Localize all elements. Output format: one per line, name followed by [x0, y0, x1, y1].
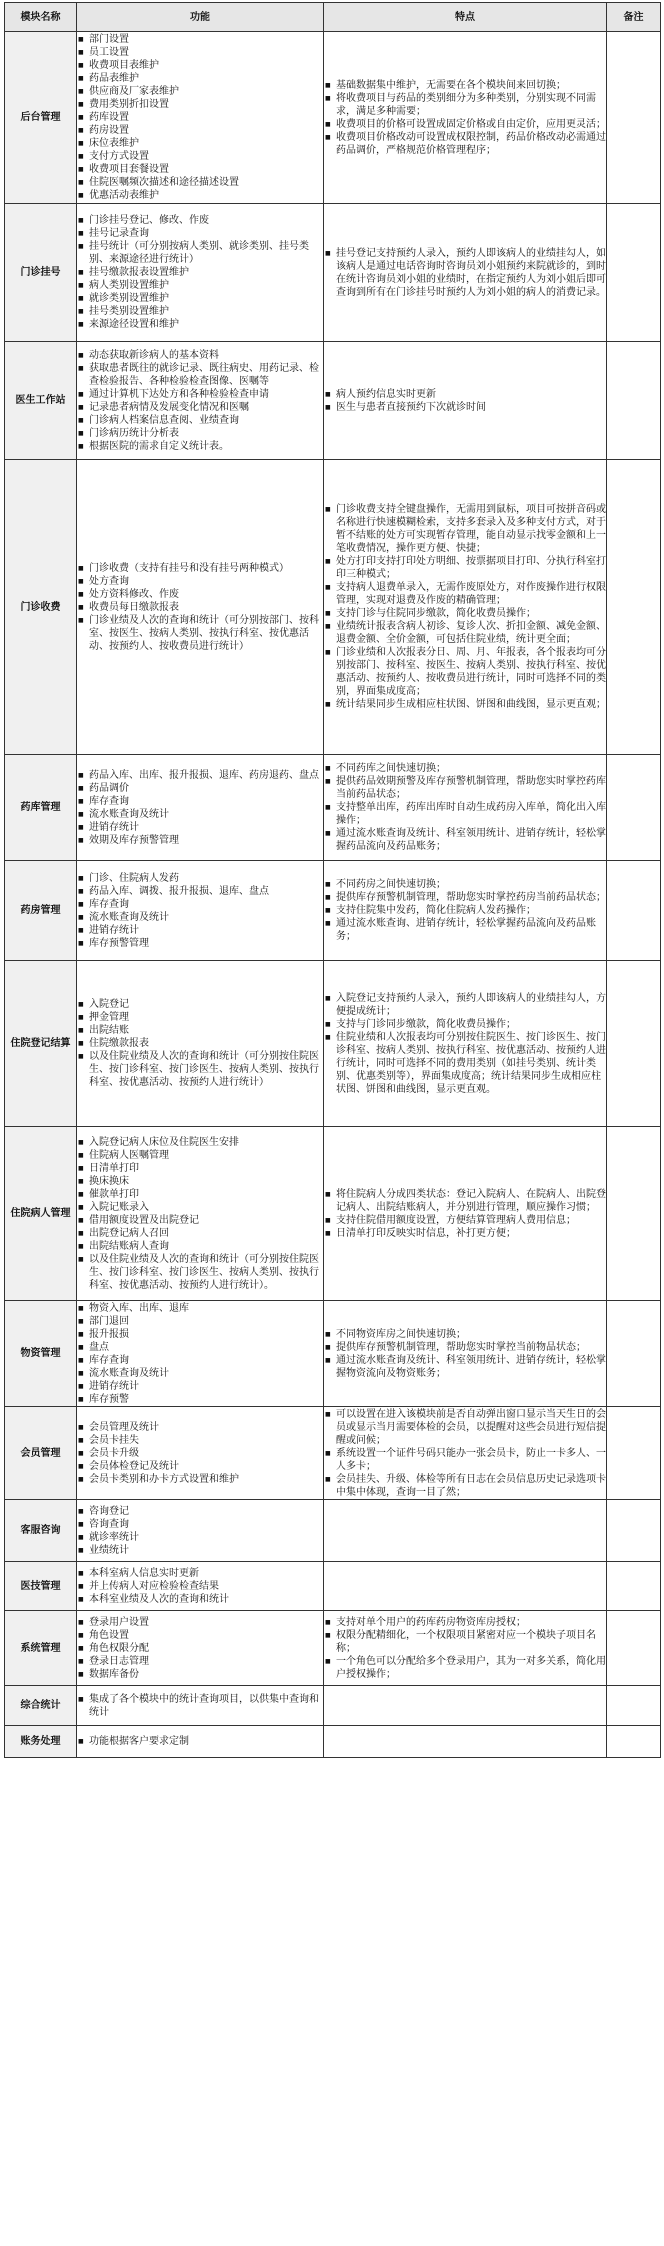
- function-item: ■ 就诊类别设置维护: [77, 292, 323, 305]
- module-name-cell: 住院登记结算: [5, 961, 77, 1127]
- module-name-cell: 账务处理: [5, 1726, 77, 1758]
- header-note: 备注: [607, 3, 661, 32]
- function-item: ■ 押金管理: [77, 1011, 323, 1024]
- feature-list: [324, 992, 606, 1096]
- feature-cell: [324, 1127, 607, 1301]
- header-module: 模块名称: [5, 3, 77, 32]
- function-item: ■ 挂号类别设置维护: [77, 305, 323, 318]
- feature-item: ■ 支持整单出库，药库出库时自动生成药房入库单，简化出入库操作；: [324, 801, 606, 827]
- function-item: ■ 根据医院的需求自定义统计表。: [77, 440, 323, 453]
- feature-item: ■ 收费项目价格改动可设置成权限控制，药品价格改动必需通过药品调价，严格规范价格管理程序；: [324, 131, 606, 157]
- module-name-cell: 住院病人管理: [5, 1127, 77, 1301]
- feature-item: ■ 门诊业绩和人次报表分日、周、月、年报表，各个报表均可分别按部门、按科室、按医生、按病人类别、按执行科室、按优惠活动、按预约人、按收费员进行统计，同时可选择不同的类别，界面集成度高；: [324, 646, 606, 698]
- function-cell: [77, 961, 324, 1127]
- function-cell: [77, 32, 324, 204]
- function-item: ■ 出院结账: [77, 1024, 323, 1037]
- function-item: ■ 库存预警管理: [77, 937, 323, 950]
- function-item: ■ 登录日志管理: [77, 1655, 323, 1668]
- function-list: [77, 349, 323, 453]
- module-name-cell: 综合统计: [5, 1686, 77, 1726]
- feature-cell: [324, 961, 607, 1127]
- feature-item: ■ 通过流水账查询及统计、科室领用统计、进销存统计，轻松掌握药品流向及药品账务；: [324, 827, 606, 853]
- function-item: ■ 流水账查询及统计: [77, 911, 323, 924]
- function-list: [77, 1421, 323, 1486]
- feature-item: ■ 入院登记支持预约人录入，预约人即该病人的业绩挂勾人，方便提成统计；: [324, 992, 606, 1018]
- function-item: ■ 角色权限分配: [77, 1642, 323, 1655]
- feature-item: ■ 病人预约信息实时更新: [324, 388, 606, 401]
- feature-item: ■ 住院业绩和人次报表均可分别按住院医生、按门诊医生、按门诊科室、按病人类别、按执行科室、按优惠活动、按预约人进行统计，同时可选择不同的费用类别（如挂号类别、统计类别、优惠类别等），界面集成度高；统计结果同步生成相应柱状图、饼图和曲线图，显示更直观。: [324, 1031, 606, 1096]
- function-item: ■ 咨询查询: [77, 1518, 323, 1531]
- table-row: [5, 1301, 661, 1407]
- function-item: ■ 入院记账录入: [77, 1201, 323, 1214]
- note-cell: [607, 1127, 661, 1301]
- function-item: ■ 日清单打印: [77, 1162, 323, 1175]
- feature-list: [324, 1616, 606, 1681]
- function-item: ■ 获取患者既往的就诊记录、既往病史、用药记录、检查检验报告、各种检验检查图像、医嘱等: [77, 362, 323, 388]
- feature-item: ■ 支持与门诊同步缴款，简化收费员操作；: [324, 1018, 606, 1031]
- function-item: ■ 门诊病历统计分析表: [77, 427, 323, 440]
- feature-item: ■ 将住院病人分成四类状态：登记入院病人、在院病人、出院登记病人、出院结账病人，并分别进行管理，顺应操作习惯；: [324, 1188, 606, 1214]
- table-row: [5, 1407, 661, 1500]
- note-cell: [607, 1301, 661, 1407]
- function-item: ■ 门诊病人档案信息查阅、业绩查询: [77, 414, 323, 427]
- function-item: ■ 药品调价: [77, 782, 323, 795]
- function-item: ■ 进销存统计: [77, 1380, 323, 1393]
- feature-cell: [324, 1301, 607, 1407]
- function-item: ■ 本科室病人信息实时更新: [77, 1567, 323, 1580]
- module-name-cell: 系统管理: [5, 1611, 77, 1686]
- function-item: ■ 部门退回: [77, 1315, 323, 1328]
- feature-list: [324, 247, 606, 299]
- function-list: [77, 1616, 323, 1681]
- note-cell: [607, 755, 661, 861]
- module-name-cell: 药库管理: [5, 755, 77, 861]
- module-name-cell: 客服咨询: [5, 1500, 77, 1562]
- function-item: ■ 会员卡挂失: [77, 1434, 323, 1447]
- function-item: ■ 住院医嘱频次描述和途径描述设置: [77, 176, 323, 189]
- function-item: ■ 门诊、住院病人发药: [77, 872, 323, 885]
- function-cell: [77, 204, 324, 342]
- feature-cell: [324, 1562, 607, 1611]
- function-list: [77, 562, 323, 653]
- function-item: ■ 会员体检登记及统计: [77, 1460, 323, 1473]
- feature-item: ■ 业绩统计报表含病人初诊、复诊人次、折扣金额、减免金额、退费金额、全价金额，可包括住院业绩，统计更全面；: [324, 620, 606, 646]
- function-item: ■ 流水账查询及统计: [77, 1367, 323, 1380]
- feature-list: [324, 762, 606, 853]
- table-row: [5, 32, 661, 204]
- function-item: ■ 门诊业绩及人次的查询和统计（可分别按部门、按科室、按医生、按病人类别、按执行科室、按优惠活动、按预约人、按收费员进行统计）: [77, 614, 323, 653]
- function-cell: [77, 1562, 324, 1611]
- function-item: ■ 登录用户设置: [77, 1616, 323, 1629]
- function-cell: [77, 1726, 324, 1758]
- table-row: [5, 861, 661, 961]
- feature-item: ■ 处方打印支持打印处方明细、按票据项目打印、分执行科室打印三种模式；: [324, 555, 606, 581]
- table-row: [5, 961, 661, 1127]
- note-cell: [607, 1726, 661, 1758]
- header-feature: 特点: [324, 3, 607, 32]
- note-cell: [607, 1611, 661, 1686]
- function-item: ■ 盘点: [77, 1341, 323, 1354]
- feature-item: ■ 支持住院借用额度设置，方便结算管理病人费用信息；: [324, 1214, 606, 1227]
- function-item: ■ 记录患者病情及发展变化情况和医嘱: [77, 401, 323, 414]
- note-cell: [607, 32, 661, 204]
- function-cell: [77, 1500, 324, 1562]
- function-list: [77, 872, 323, 950]
- table-row: [5, 755, 661, 861]
- module-name-cell: 门诊收费: [5, 460, 77, 755]
- feature-item: ■ 提供药品效期预警及库存预警机制管理，帮助您实时掌控药库当前药品状态；: [324, 775, 606, 801]
- function-list: [77, 769, 323, 847]
- function-item: ■ 角色设置: [77, 1629, 323, 1642]
- function-item: ■ 以及住院业绩及人次的查询和统计（可分别按住院医生、按门诊科室、按门诊医生、按病人类别、按执行科室、按优惠活动、按预约人进行统计）: [77, 1050, 323, 1089]
- function-item: ■ 入院登记病人床位及住院医生安排: [77, 1136, 323, 1149]
- module-name-cell: 医技管理: [5, 1562, 77, 1611]
- feature-list: [324, 503, 606, 711]
- function-item: ■ 门诊挂号登记、修改、作废: [77, 214, 323, 227]
- feature-item: ■ 医生与患者直接预约下次就诊时间: [324, 401, 606, 414]
- feature-item: ■ 一个角色可以分配给多个登录用户，其为一对多关系，简化用户授权操作；: [324, 1655, 606, 1681]
- function-item: ■ 库存查询: [77, 1354, 323, 1367]
- module-name-cell: 后台管理: [5, 32, 77, 204]
- function-item: ■ 集成了各个模块中的统计查询项目，以供集中查询和统计: [77, 1693, 323, 1719]
- feature-item: ■ 提供库存预警机制管理，帮助您实时掌控药房当前药品状态；: [324, 891, 606, 904]
- header-function: 功能: [77, 3, 324, 32]
- feature-item: ■ 提供库存预警机制管理，帮助您实时掌控当前物品状态；: [324, 1341, 606, 1354]
- table-row: [5, 1562, 661, 1611]
- feature-item: ■ 不同药库之间快速切换；: [324, 762, 606, 775]
- module-name-cell: 门诊挂号: [5, 204, 77, 342]
- feature-item: ■ 权限分配精细化，一个权限项目紧密对应一个模块子项目名称；: [324, 1629, 606, 1655]
- feature-item: ■ 收费项目的价格可设置成固定价格或自由定价，应用更灵活；: [324, 118, 606, 131]
- feature-item: ■ 基础数据集中维护，无需要在各个模块间来回切换；: [324, 79, 606, 92]
- table-row: [5, 1500, 661, 1562]
- function-item: ■ 库存查询: [77, 795, 323, 808]
- feature-item: ■ 门诊收费支持全键盘操作，无需用到鼠标，项目可按拼音码或名称进行快速模糊检索，支持多套录入及多种支付方式，对于暂不结账的处方可实现暂存管理，能自动显示找零金额和上一笔收费情况，操作更方便、快捷；: [324, 503, 606, 555]
- module-name-cell: 会员管理: [5, 1407, 77, 1500]
- feature-item: ■ 不同物资库房之间快速切换；: [324, 1328, 606, 1341]
- function-item: ■ 药品入库、出库、报升报损、退库、药房退药、盘点: [77, 769, 323, 782]
- function-item: ■ 药品入库、调拨、报升报损、退库、盘点: [77, 885, 323, 898]
- function-list: [77, 214, 323, 331]
- function-item: ■ 效期及库存预警管理: [77, 834, 323, 847]
- module-name-cell: 医生工作站: [5, 342, 77, 460]
- function-item: ■ 物资入库、出库、退库: [77, 1302, 323, 1315]
- feature-item: ■ 可以设置在进入该模块前是否自动弹出窗口显示当天生日的会员或显示当月需要体检的会员，以提醒对这些会员进行短信提醒或问候；: [324, 1408, 606, 1447]
- module-name-cell: 药房管理: [5, 861, 77, 961]
- function-item: ■ 收费员每日缴款报表: [77, 601, 323, 614]
- function-item: ■ 优惠活动表维护: [77, 189, 323, 202]
- table-row: [5, 1127, 661, 1301]
- function-item: ■ 部门设置: [77, 33, 323, 46]
- function-item: ■ 换床换床: [77, 1175, 323, 1188]
- feature-list: [324, 1188, 606, 1240]
- feature-cell: [324, 1407, 607, 1500]
- feature-item: ■ 系统设置一个证件号码只能办一张会员卡，防止一卡多人、一人多卡；: [324, 1447, 606, 1473]
- note-cell: [607, 1562, 661, 1611]
- function-item: ■ 库存预警: [77, 1393, 323, 1406]
- feature-list: [324, 79, 606, 157]
- function-item: ■ 出院登记病人召回: [77, 1227, 323, 1240]
- feature-cell: [324, 32, 607, 204]
- table-row: [5, 1611, 661, 1686]
- function-item: ■ 住院病人医嘱管理: [77, 1149, 323, 1162]
- feature-cell: [324, 1686, 607, 1726]
- feature-item: ■ 支持门诊与住院同步缴款，简化收费员操作；: [324, 607, 606, 620]
- feature-cell: [324, 1500, 607, 1562]
- function-item: ■ 床位表维护: [77, 137, 323, 150]
- function-list: [77, 33, 323, 202]
- function-item: ■ 处方查询: [77, 575, 323, 588]
- function-item: ■ 药房设置: [77, 124, 323, 137]
- note-cell: [607, 460, 661, 755]
- function-item: ■ 进销存统计: [77, 821, 323, 834]
- function-cell: [77, 1686, 324, 1726]
- function-item: ■ 流水账查询及统计: [77, 808, 323, 821]
- function-item: ■ 支付方式设置: [77, 150, 323, 163]
- function-item: ■ 通过计算机下达处方和各种检验检查申请: [77, 388, 323, 401]
- function-list: [77, 998, 323, 1089]
- function-item: ■ 门诊收费（支持有挂号和没有挂号两种模式）: [77, 562, 323, 575]
- function-item: ■ 催款单打印: [77, 1188, 323, 1201]
- feature-cell: [324, 460, 607, 755]
- table-row: [5, 1726, 661, 1758]
- function-item: ■ 会员卡类别和办卡方式设置和维护: [77, 1473, 323, 1486]
- note-cell: [607, 861, 661, 961]
- feature-list: [324, 1328, 606, 1380]
- feature-list: [324, 878, 606, 943]
- function-item: ■ 借用额度设置及出院登记: [77, 1214, 323, 1227]
- function-item: ■ 挂号统计（可分别按病人类别、就诊类别、挂号类别、来源途径进行统计）: [77, 240, 323, 266]
- function-item: ■ 费用类别折扣设置: [77, 98, 323, 111]
- feature-item: ■ 通过流水账查询及统计、科室领用统计、进销存统计，轻松掌握物资流向及物资账务；: [324, 1354, 606, 1380]
- feature-cell: [324, 204, 607, 342]
- feature-item: ■ 将收费项目与药品的类别细分为多种类别，分别实现不同需求，满足多种需要；: [324, 92, 606, 118]
- feature-cell: [324, 755, 607, 861]
- function-item: ■ 处方资料修改、作废: [77, 588, 323, 601]
- function-item: ■ 会员管理及统计: [77, 1421, 323, 1434]
- function-cell: [77, 1127, 324, 1301]
- function-item: ■ 住院缴款报表: [77, 1037, 323, 1050]
- note-cell: [607, 1500, 661, 1562]
- note-cell: [607, 1407, 661, 1500]
- function-list: [77, 1735, 323, 1748]
- note-cell: [607, 1686, 661, 1726]
- function-item: ■ 挂号记录查询: [77, 227, 323, 240]
- function-item: ■ 供应商及厂家表维护: [77, 85, 323, 98]
- module-table-body: [5, 32, 661, 1758]
- feature-item: ■ 支持住院集中发药，简化住院病人发药操作；: [324, 904, 606, 917]
- feature-item: ■ 不同药房之间快速切换；: [324, 878, 606, 891]
- function-item: ■ 会员卡升级: [77, 1447, 323, 1460]
- function-item: ■ 入院登记: [77, 998, 323, 1011]
- feature-item: ■ 挂号登记支持预约人录入，预约人即该病人的业绩挂勾人，如该病人是通过电话咨询时咨询员刘小姐预约来院就诊的，到时在统计咨询员刘小姐的业绩时，在指定预约人为刘小姐后即可查询到所有在门诊挂号时预约人为刘小姐的病人的消费记录。: [324, 247, 606, 299]
- function-list: [77, 1505, 323, 1557]
- note-cell: [607, 204, 661, 342]
- feature-list: [324, 1408, 606, 1499]
- table-row: [5, 204, 661, 342]
- feature-item: ■ 会员挂失、升级、体检等所有日志在会员信息历史记录选项卡中集中体现，查询一目了然；: [324, 1473, 606, 1499]
- function-item: ■ 药库设置: [77, 111, 323, 124]
- table-row: [5, 342, 661, 460]
- function-list: [77, 1567, 323, 1606]
- function-item: ■ 数据库备份: [77, 1668, 323, 1681]
- function-list: [77, 1302, 323, 1406]
- function-item: ■ 病人类别设置维护: [77, 279, 323, 292]
- feature-item: ■ 支持病人退费单录入，无需作废原处方，对作废操作进行权限管理，实现对退费及作废的精确管理；: [324, 581, 606, 607]
- function-item: ■ 进销存统计: [77, 924, 323, 937]
- note-cell: [607, 961, 661, 1127]
- function-item: ■ 业绩统计: [77, 1544, 323, 1557]
- header-row: [5, 3, 661, 32]
- function-list: [77, 1693, 323, 1719]
- function-cell: [77, 861, 324, 961]
- feature-item: ■ 日清单打印反映实时信息，补打更方便；: [324, 1227, 606, 1240]
- table-row: [5, 460, 661, 755]
- feature-cell: [324, 1611, 607, 1686]
- function-cell: [77, 1611, 324, 1686]
- module-name-cell: 物资管理: [5, 1301, 77, 1407]
- function-item: ■ 收费项目表维护: [77, 59, 323, 72]
- function-list: [77, 1136, 323, 1292]
- function-item: ■ 咨询登记: [77, 1505, 323, 1518]
- function-item: ■ 药品表维护: [77, 72, 323, 85]
- function-item: ■ 挂号缴款报表设置维护: [77, 266, 323, 279]
- feature-cell: [324, 342, 607, 460]
- function-item: ■ 以及住院业绩及人次的查询和统计（可分别按住院医生、按门诊科室、按门诊医生、按病人类别、按执行科室、按优惠活动、按预约人进行统计）。: [77, 1253, 323, 1292]
- function-item: ■ 收费项目套餐设置: [77, 163, 323, 176]
- function-cell: [77, 460, 324, 755]
- function-cell: [77, 1407, 324, 1500]
- module-table: [4, 2, 661, 1758]
- note-cell: [607, 342, 661, 460]
- function-cell: [77, 1301, 324, 1407]
- function-cell: [77, 342, 324, 460]
- function-item: ■ 出院结账病人查询: [77, 1240, 323, 1253]
- feature-item: ■ 统计结果同步生成相应柱状图、饼图和曲线图，显示更直观；: [324, 698, 606, 711]
- function-item: ■ 功能根据客户要求定制: [77, 1735, 323, 1748]
- feature-cell: [324, 861, 607, 961]
- table-row: [5, 1686, 661, 1726]
- function-item: ■ 库存查询: [77, 898, 323, 911]
- feature-item: ■ 通过流水账查询、进销存统计，轻松掌握药品流向及药品账务；: [324, 917, 606, 943]
- feature-list: [324, 388, 606, 414]
- feature-cell: [324, 1726, 607, 1758]
- feature-item: ■ 支持对单个用户的药库药房物资库房授权；: [324, 1616, 606, 1629]
- function-cell: [77, 755, 324, 861]
- function-item: ■ 就诊率统计: [77, 1531, 323, 1544]
- function-item: ■ 员工设置: [77, 46, 323, 59]
- function-item: ■ 本科室业绩及人次的查询和统计: [77, 1593, 323, 1606]
- function-item: ■ 动态获取新诊病人的基本资料: [77, 349, 323, 362]
- function-item: ■ 报升报损: [77, 1328, 323, 1341]
- function-item: ■ 并上传病人对应检验检查结果: [77, 1580, 323, 1593]
- function-item: ■ 来源途径设置和维护: [77, 318, 323, 331]
